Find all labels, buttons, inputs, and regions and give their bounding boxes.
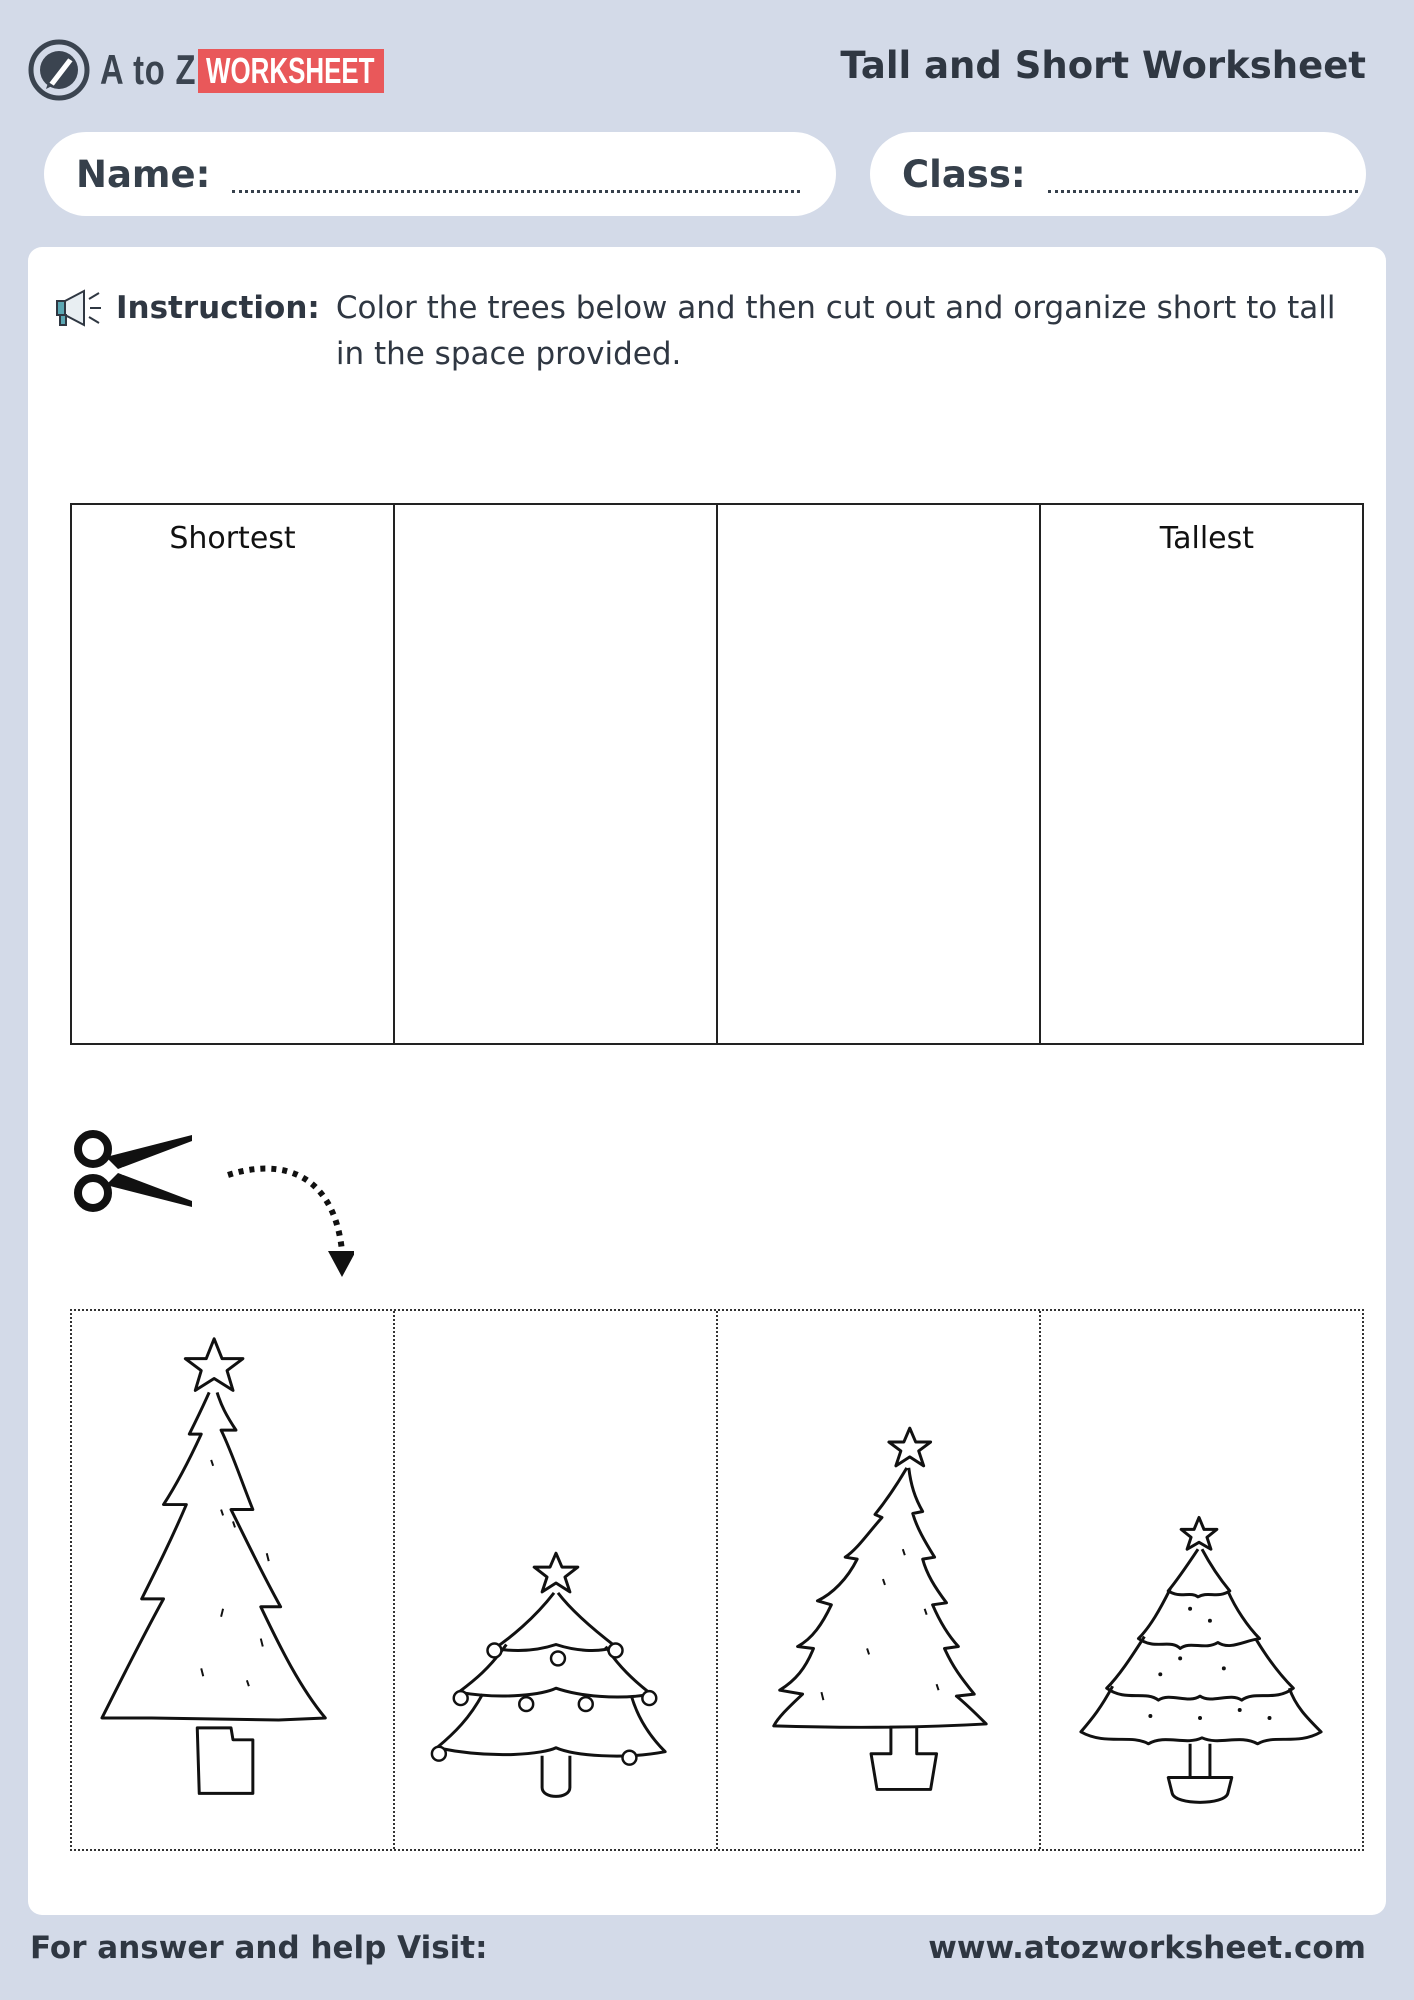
- class-field[interactable]: [870, 132, 1366, 216]
- dotted-arrow-icon: [224, 1155, 354, 1285]
- instruction-label: Instruction:: [116, 290, 320, 326]
- sorting-grid: [70, 503, 1364, 1045]
- sort-column-2[interactable]: [395, 505, 718, 1043]
- scissors-icon: [68, 1127, 198, 1217]
- name-label: Name:: [76, 152, 211, 196]
- wavy-small-tree-image: [1041, 1311, 1362, 1849]
- instruction: [54, 285, 1346, 377]
- footer-help-text: For answer and help Visit:: [30, 1930, 488, 1966]
- cutout-card[interactable]: [395, 1311, 718, 1849]
- brand-name-part2: [198, 49, 384, 93]
- sort-column-3[interactable]: [718, 505, 1041, 1043]
- page-title: Tall and Short Worksheet: [840, 44, 1366, 87]
- name-field[interactable]: [44, 132, 836, 216]
- tall-pointed-tree-image: [72, 1311, 393, 1849]
- sort-column-label: Tallest: [1159, 521, 1254, 556]
- class-write-line[interactable]: [1048, 173, 1358, 193]
- sort-column-4[interactable]: [1041, 505, 1362, 1043]
- footer-website-link[interactable]: www.atozworksheet.com: [928, 1930, 1366, 1966]
- brand-name-part1: A to Z: [100, 46, 197, 93]
- megaphone-icon: [54, 287, 104, 329]
- class-label: Class:: [902, 152, 1026, 196]
- cutout-card[interactable]: [718, 1311, 1041, 1849]
- shaggy-tree-image: [718, 1311, 1039, 1849]
- name-write-line[interactable]: [232, 173, 800, 193]
- sort-column-1[interactable]: [72, 505, 395, 1043]
- brand-logo: [28, 38, 375, 102]
- pen-circle-logo-icon: [28, 39, 90, 101]
- ornament-tree-image: [395, 1311, 716, 1849]
- worksheet-card: [28, 247, 1386, 1915]
- cutout-row: [70, 1309, 1364, 1851]
- instruction-text: Color the trees below and then cut out and organize short to tall in the space provided.: [335, 290, 1336, 372]
- cutout-card[interactable]: [1041, 1311, 1362, 1849]
- brand-worksheet-label: WORKSHEET: [206, 50, 375, 91]
- sort-column-label: Shortest: [169, 521, 296, 556]
- cutout-card[interactable]: [72, 1311, 395, 1849]
